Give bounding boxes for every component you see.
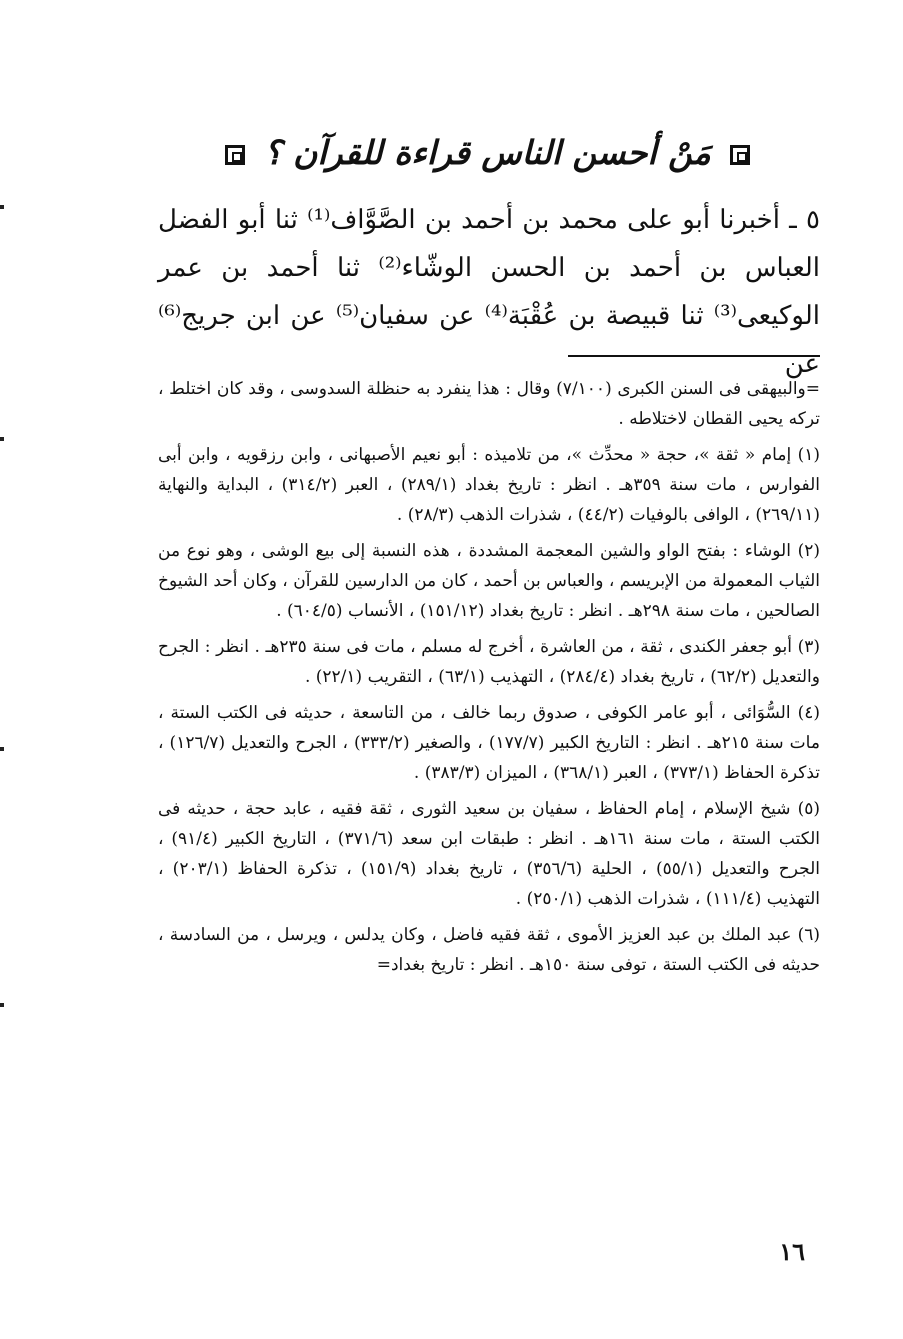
footnote-1: (١) إمام « ثقة »، حجة « محدِّث »، من تلاميذه : أبو نعيم الأصبهانى ، وابن رزقويه ، وابن أبى الفوارس ، مات سنة ٣٥٩هـ . انظر : تاريخ بغداد (٢٨٩/١) ، العبر (٣١٤/٢) ، البداية والنهاية (٢٦٩/١١) ، الوافى بالوفيات (٤٤/٢) ، شذرات الذهب (٢٨/٣) .	[158, 445, 821, 525]
footnote-2: (٢) الوشاء : بفتح الواو والشين المعجمة المشددة ، هذه النسبة إلى بيع الوشى ، وهو نوع من الثياب المعمولة من الإبريسم ، والعباس بن أحمد ، كان من الدارسين للقرآن ، وكان أحد الشيوخ الصالحين ، مات سنة ٢٩٨هـ . انظر : تاريخ بغداد (١٥١/١٢) ، الأنساب (٦٠٤/٥) .	[158, 541, 820, 621]
chapter-title: مَنْ أحسن الناس قراءة للقرآن ؟	[264, 133, 711, 172]
main-text	[158, 196, 820, 388]
footnote-continuation: =والبيهقى فى السنن الكبرى (٧/١٠٠) وقال : هذا ينفرد به حنظلة السدوسى ، وقد كان اختلط ، تركه يحيى القطان لاختلاطه .	[158, 379, 821, 429]
square-ornament-icon	[730, 145, 750, 165]
footnote-separator	[568, 355, 820, 357]
footnotes	[158, 374, 820, 986]
footnote-5: (٥) شيخ الإسلام ، إمام الحفاظ ، سفيان بن سعيد الثورى ، ثقة فقيه ، عابد حجة ، حديثه فى الكتب الستة ، مات سنة ١٦١هـ . انظر : طبقات ابن سعد (٣٧١/٦) ، التاريخ الكبير (٩١/٤) ، الجرح والتعديل (٥٥/١) ، الحلية (٣٥٦/٦) ، تاريخ بغداد (١٥١/٩) ، تذكرة الحفاظ (٢٠٣/١) ، التهذيب (١١١/٤) ، شذرات الذهب (٢٥٠/١) .	[158, 799, 820, 909]
square-ornament-icon	[225, 145, 245, 165]
margin-mark	[0, 747, 4, 751]
page-number: ١٦	[779, 1237, 805, 1266]
margin-mark	[0, 437, 4, 441]
hadith-paragraph: ٥ ـ أخبرنا أبو على محمد بن أحمد بن الصَّوَّاف⁽¹⁾ ثنا أبو الفضل العباس بن أحمد بن الحسن الوشّاء⁽²⁾ ثنا أحمد بن عمر الوكيعى⁽³⁾ ثنا قبيصة بن عُقْبَة⁽⁴⁾ عن سفيان⁽⁵⁾ عن ابن جريج⁽⁶⁾ عن	[158, 205, 821, 379]
footnote-6: (٦) عبد الملك بن عبد العزيز الأموى ، ثقة فقيه فاضل ، وكان يدلس ، ويرسل ، من السادسة ، حديثه فى الكتب الستة ، توفى سنة ١٥٠هـ . انظر : تاريخ بغداد=	[158, 925, 820, 975]
margin-mark	[0, 205, 4, 209]
footnote-4: (٤) السُّوَائى ، أبو عامر الكوفى ، صدوق ربما خالف ، من التاسعة ، حديثه فى الكتب الستة ، مات سنة ٢١٥هـ . انظر : التاريخ الكبير (١٧٧/٧) ، والصغير (٣٣٣/٢) ، الجرح والتعديل (١٢٦/٧) ، تذكرة الحفاظ (٣٧٣/١) ، العبر (٣٦٨/١) ، الميزان (٣٨٣/٣) .	[158, 703, 820, 783]
footnote-3: (٣) أبو جعفر الكندى ، ثقة ، من العاشرة ، أخرج له مسلم ، مات فى سنة ٢٣٥هـ . انظر : الجرح والتعديل (٦٢/٢) ، تاريخ بغداد (٢٨٤/٤) ، التهذيب (٦٣/١) ، التقريب (٢٢/١) .	[158, 637, 820, 687]
margin-mark	[0, 1003, 4, 1007]
chapter-heading	[215, 128, 760, 178]
